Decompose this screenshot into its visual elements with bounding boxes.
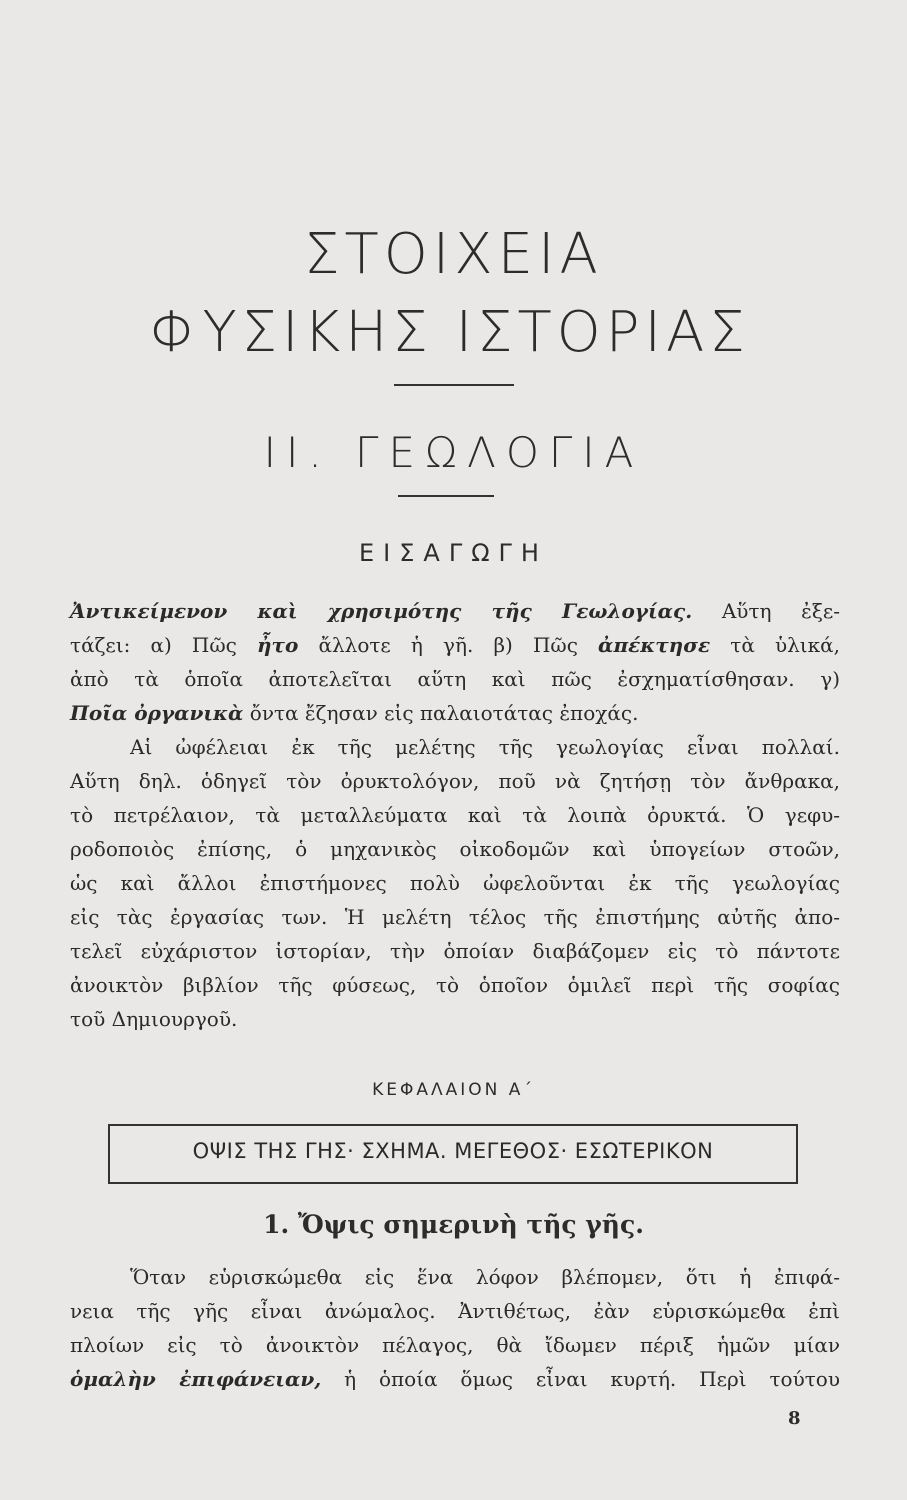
intro-line-8: ροδοποιὸς ἐπίσης, ὁ μηχανικὸς οἰκοδομῶν καὶ ὑπογείων στοῶν, — [70, 837, 840, 861]
chapter-label: ΚΕΦΑΛΑΙΟΝ Α΄ — [372, 1080, 535, 1100]
intro-line-7: τὸ πετρέλαιον, τὰ μεταλλεύματα καὶ τὰ λοιπὰ ὀρυκτά. Ὁ γεφυ- — [70, 803, 840, 827]
page-number: 8 — [788, 1408, 801, 1429]
body-line-2: νεια τῆς γῆς εἶναι ἀνώμαλος. Ἀντιθέτως, ἐὰν εὑρισκώμεθα ἐπὶ — [70, 1299, 840, 1323]
intro-line-2: τάζει: α) Πῶς ἦτο ἄλλοτε ἡ γῆ. β) Πῶς ἀπέκτησε τὰ ὑλικά, — [70, 633, 841, 657]
intro-line-4: Ποῖα ὀργανικὰ ὄντα ἔζησαν εἰς παλαιοτάτας ἐποχάς. — [70, 701, 639, 725]
intro-line-1: Ἀντικείμενον καὶ χρησιμότης τῆς Γεωλογίας. Αὕτη ἐξε- — [70, 599, 840, 623]
intro-heading: Ἀντικείμενον καὶ χρησιμότης τῆς Γεωλογίας. — [70, 599, 693, 623]
part-title: ΙΙ. ΓΕΩΛΟΓΙΑ — [263, 428, 644, 477]
book-title-line-2: ΦΥΣΙΚΗΣ ΙΣΤΟΡΙΑΣ — [149, 300, 750, 365]
intro-line-13: τοῦ Δημιουργοῦ. — [70, 1007, 238, 1031]
chapter-title: ΟΨΙΣ ΤΗΣ ΓΗΣ· ΣΧΗΜΑ. ΜΕΓΕΘΟΣ· ΕΣΩΤΕΡΙΚΟΝ — [192, 1139, 714, 1163]
intro-line-12: ἀνοικτὸν βιβλίον τῆς φύσεως, τὸ ὁποῖον ὁμιλεῖ περὶ τῆς σοφίας — [70, 973, 840, 997]
title-divider — [394, 384, 514, 386]
intro-line-6: Αὕτη δηλ. ὁδηγεῖ τὸν ὀρυκτολόγον, ποῦ νὰ ζητήσῃ τὸν ἄνθρακα, — [70, 769, 840, 793]
intro-line-10: εἰς τὰς ἐργασίας των. Ἡ μελέτη τέλος τῆς ἐπιστήμης αὐτῆς ἀπο- — [70, 905, 840, 929]
intro-line-3: ἀπὸ τὰ ὁποῖα ἀποτελεῖται αὕτη καὶ πῶς ἐσχηματίσθησαν. γ) — [70, 667, 840, 691]
section-title: ΕΙΣΑΓΩΓΗ — [359, 539, 548, 567]
book-title-line-1: ΣΤΟΙΧΕΙΑ — [304, 222, 603, 287]
body-line-1: Ὅταν εὑρισκώμεθα εἰς ἕνα λόφον βλέπομεν, ὅτι ἡ ἐπιφά- — [130, 1265, 840, 1289]
body-line-3: πλοίων εἰς τὸ ἀνοικτὸν πέλαγος, θὰ ἴδωμεν πέριξ ἡμῶν μίαν — [70, 1333, 840, 1357]
body-line-4: ὁμαλὴν ἐπιφάνειαν, ἡ ὁποία ὅμως εἶναι κυρτή. Περὶ τούτου — [70, 1367, 840, 1391]
subsection-heading: 1. Ὄψις σημερινὴ τῆς γῆς. — [263, 1210, 644, 1239]
intro-line-11: τελεῖ εὐχάριστον ἱστορίαν, τὴν ὁποίαν διαβάζομεν εἰς τὸ πάντοτε — [70, 939, 840, 963]
intro-line-9: ὡς καὶ ἄλλοι ἐπιστήμονες πολὺ ὠφελοῦνται ἐκ τῆς γεωλογίας — [70, 871, 840, 895]
intro-line-5: Αἱ ὠφέλειαι ἐκ τῆς μελέτης τῆς γεωλογίας εἶναι πολλαί. — [130, 735, 840, 759]
part-divider — [398, 495, 494, 497]
chapter-title-box — [108, 1124, 798, 1184]
